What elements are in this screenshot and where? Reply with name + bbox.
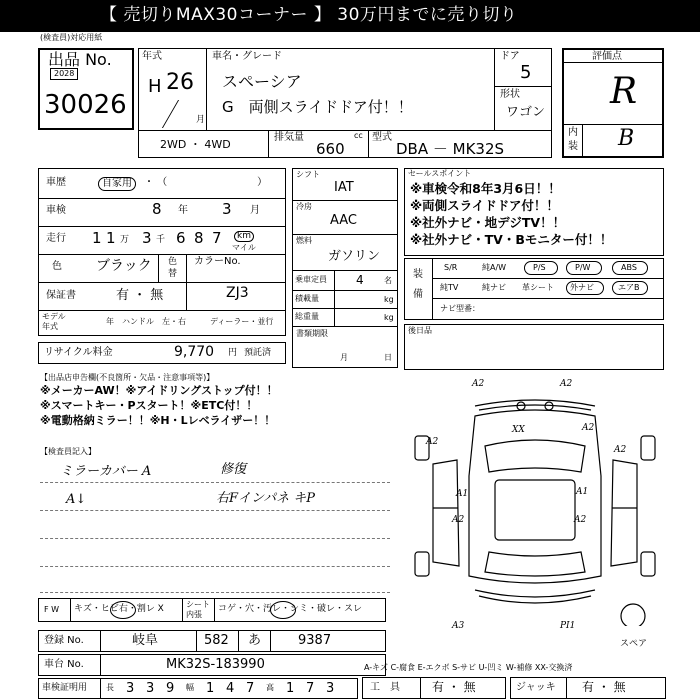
equip-abs: ABS [621,263,637,272]
model-name: スペーシア [222,72,302,91]
history-label: 車歴 [46,177,66,188]
damage-code-legend: A-キズ C-腐食 E-エクボ S-サビ U-凹ミ W-補修 XX-交換済 [364,663,573,672]
year-month-mark: 月 [196,115,206,125]
fuel-value: ガソリン [328,249,381,264]
cert-width-1: 1 [206,681,215,696]
year-label: 年式 [142,51,162,62]
model-year-label-2: 年式 [42,322,58,331]
jack-value: 有 ・ 無 [582,680,626,694]
mark-a1-right: A1 [576,487,589,497]
equip-leather: 革シート [522,283,554,292]
inspector-label: 【検査員記入】 [40,447,96,456]
cert-width-label: 幅 [186,683,194,692]
inspection-month: 3 [222,200,232,218]
equipment-label-2: 備 [413,289,423,300]
sales-point-1: ※車検令和8年3月6日！！ [410,181,561,196]
spec-box [292,168,398,368]
mileage-man: 万 [120,235,130,245]
model-code-label: 型式 [372,132,392,143]
model-year-handle: ハンドル 左・右 [122,317,186,326]
aircon-label: 冷房 [296,202,312,211]
color-change-1: 色 [168,257,178,267]
mileage-d5: 8 [194,229,204,247]
later-fit-label: 後日品 [408,326,432,335]
banner-title: 【 売切りMAX30コーナー 】 30万円までに売り切り [100,5,518,25]
docs-day: 日 [384,353,392,362]
model-year-label-1: モデル [42,312,66,321]
mileage-thou: 千 [156,235,166,245]
equipment-label-1: 装 [413,269,423,280]
equip-sr: S/R [444,263,458,272]
cert-width-3: 7 [246,681,255,696]
mileage-km: km [234,231,254,242]
interior-value: B [618,126,635,151]
cert-length-label: 長 [106,683,114,692]
cert-height-2: 7 [306,681,315,696]
mileage-d1: 1 [92,229,102,247]
jack-label: ジャッキ [516,682,556,693]
year-value: 26 [166,70,194,95]
equip-ps: P/S [533,263,546,272]
warranty-label: 保証書 [46,290,76,301]
inspector-note-1b: 修復 [220,462,247,477]
registration-kana: あ [248,633,262,648]
docs-month: 月 [340,353,348,362]
capacity-label: 乗車定員 [295,275,327,284]
sales-point-2: ※両側スライドドア付！！ [410,198,559,213]
mileage-label: 走行 [46,233,66,244]
inspection-label: 車検 [46,205,66,216]
registration-number: 9387 [298,633,332,648]
recycle-label: リサイクル料金 [44,347,113,358]
gross-label: 総重量 [295,312,319,321]
cert-length-3: 9 [166,681,175,696]
model-label: 車名・グレード [212,51,282,62]
fw-items: キズ・ヒビ右・割レ X [74,604,164,614]
color-code-label: カラーNo. [194,256,241,267]
mark-a2-top-right: A2 [560,379,573,389]
mileage-d4: 6 [176,229,186,247]
sales-point-4: ※社外ナビ・TV・Bモニター付！！ [410,232,613,247]
displacement-unit: cc [354,131,363,140]
mark-a2-left-lower: A2 [452,515,465,525]
equip-navi: 純ナビ [482,283,506,292]
equip-pw: P/W [575,263,591,272]
color-code: ZJ3 [226,285,249,301]
sales-point-3: ※社外ナビ・地デジTV！！ [410,215,566,230]
color-value: ブラック [96,258,152,274]
fw-label: F W [44,605,60,614]
seat-label-1: シート [186,600,210,609]
aircon-value: AAC [330,213,357,228]
history-rest: ・ （ ） [144,177,268,188]
chassis-label: 車台 No. [44,659,84,670]
mark-a2-right-lower: A2 [574,515,587,525]
mileage-d3: 3 [142,229,152,247]
registration-label: 登録 No. [44,635,84,646]
interior-label-2: 装 [568,141,578,152]
doors-label: ドア [500,51,520,62]
exhibitor-note-2: ※スマートキー・Pスタート！※ETC付！！ [40,399,258,412]
body-shape-value: ワゴン [506,105,546,120]
cert-height-label: 高 [266,683,274,692]
chassis-value: MK32S-183990 [166,657,265,672]
seat-items: コゲ・穴・汚レ・シミ・破レ・スレ [218,604,363,614]
cert-length-2: 3 [146,681,155,696]
lot-number: 30026 [44,90,127,120]
mark-a2-right-door: A2 [614,445,627,455]
body-shape-label: 形状 [500,89,520,100]
capacity-value: 4 [356,273,364,287]
model-year-dealer: ディーラー・並行 [210,317,274,326]
mark-a2-left-door: A2 [426,437,439,447]
score-value: R [610,71,638,112]
recycle-unit: 円 [228,348,238,358]
mark-a2-right: A2 [582,423,595,433]
cert-height-3: 3 [326,681,335,696]
tools-label: 工 具 [370,682,400,693]
registration-class: 582 [204,633,229,648]
inspector-note-2b: 右Fインパネ キP [216,491,315,506]
spare-label: スペア [620,639,648,649]
sales-points-label: セールスポイント [408,169,472,178]
mileage-d6: 7 [212,229,222,247]
model-grade: G 両側スライドドア付！！ [222,98,413,116]
mark-xx: XX [512,425,525,435]
equip-navi-model: ナビ型番： [440,304,480,313]
mileage-mile: マイル [232,243,256,252]
history-value: 自家用 [98,177,136,191]
score-label: 評価点 [592,51,622,62]
cert-length-1: 3 [126,681,135,696]
recycle-value: 9,770 [174,344,215,360]
exhibitor-notes-label: 【出品店申告欄(不良箇所・欠品・注意事項等)】 [40,373,215,382]
load-label: 積載量 [295,294,319,303]
interior-label-1: 内 [568,127,578,138]
inspection-year: 8 [152,200,162,218]
cert-width-2: 4 [226,681,235,696]
equip-aw: 純A/W [482,263,507,272]
color-change-2: 替 [168,269,178,279]
cert-label: 車検証明用 [42,683,88,693]
color-label: 色 [52,261,62,272]
later-fit-box [404,324,664,370]
form-subtitle: (検査員)対応用紙 [40,33,103,42]
lot-ref: 2028 [50,68,78,80]
shift-value: IAT [334,180,354,195]
load-unit: kg [384,295,394,304]
fuel-label: 燃料 [296,236,312,245]
model-code-value: DBA － MK32S [396,140,505,158]
inspection-month-unit: 月 [250,205,260,216]
year-era: H [148,76,162,97]
warranty-value: 有 ・ 無 [116,288,164,303]
exhibitor-note-3: ※電動格納ミラー！！※H・Lレベライザー！！ [40,414,276,427]
doors-value: 5 [520,62,532,83]
model-year-unit: 年 [106,317,114,326]
inspector-note-2a: A↓ [66,492,87,507]
inspection-year-unit: 年 [178,205,188,216]
mark-a1-left: A1 [456,489,469,499]
equip-airbag: エアB [618,283,640,292]
gross-unit: kg [384,313,394,322]
equip-tv: 純TV [440,283,459,292]
tools-value: 有 ・ 無 [432,680,476,694]
exhibitor-note-1: ※メーカーAW！※アイドリングストップ付！！ [40,384,278,397]
cert-height-1: 1 [286,681,295,696]
docs-label: 書類期限 [296,329,328,338]
car-damage-diagram [405,376,665,626]
seat-label-2: 内張 [186,610,202,619]
mileage-d2: 1 [106,229,116,247]
mark-pi1-rear: PI1 [560,621,576,631]
shift-label: シフト [296,170,320,179]
equip-ext-navi: 外ナビ [570,283,594,292]
displacement-value: 660 [316,140,345,158]
capacity-unit: 名 [384,276,392,285]
recycle-note: 預託済 [244,348,272,358]
lot-label: 出品 No. [48,50,112,69]
mark-a2-top-left: A2 [472,379,485,389]
inspector-note-1a: ミラーカバー A [60,464,152,479]
mark-a3-rear: A3 [452,621,465,631]
displacement-label: 排気量 [274,132,304,143]
registration-city: 岐阜 [132,633,159,648]
drive-type: 2WD ・ 4WD [160,138,231,151]
